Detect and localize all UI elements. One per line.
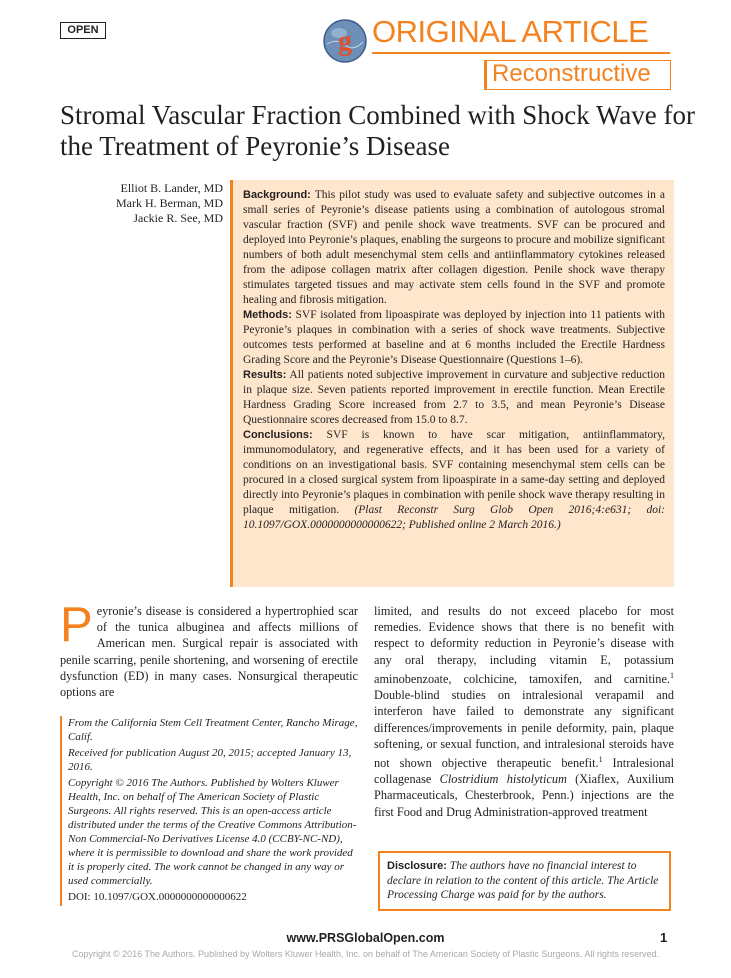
author-name: Mark H. Berman, MD [116,196,223,210]
drop-cap: P [60,598,93,652]
received-dates: Received for publication August 20, 2015; accepted January 13, 2016. [68,747,352,773]
footer-copyright: Copyright © 2016 The Authors. Published by Wolters Kluwer Health, Inc. on behalf of The American Society of Plastic Surgeons. All rights reserved. [72,949,659,959]
svg-text:g: g [338,26,352,57]
body-column-right [374,603,674,820]
body-text: limited, and results do not exceed placebo for most remedies. Evidence shows that there is no benefit with respect to deformity reduction in Peyronie’s disease with any oral therapy, including vitamin E, potassium aminobenzoate, colchicine, tamoxifen, and carnitine. [374,604,674,686]
abstract-methods [243,308,665,368]
body-text: (Xiaflex, Auxilium Pharmaceuticals, Chesterbrook, Penn.) injections are the first Food and Drug Administration-approved treatment [374,772,674,819]
disclosure-box [378,851,671,911]
reference-superscript[interactable]: 1 [670,670,674,680]
globe-g-logo-icon [322,18,368,64]
reference-superscript[interactable]: 1 [598,754,603,764]
species-name: Clostridium histolyticum [439,772,567,787]
methods-label: Methods: [243,309,292,321]
header-rule [372,52,670,54]
open-access-badge: OPEN [60,22,106,39]
article-title: Stromal Vascular Fraction Combined with Shock Wave for the Treatment of Peyronie’s Disease [60,100,695,161]
intro-text: eyronie’s disease is considered a hypertrophied scar of the tunica albuginea and affects millions of American men. Surgical repair is associated with penile scarring, penile shortening, and worsening of erectile dysfunction (ED) in many cases. Nonsurgical therapeutic options are [60,604,358,700]
methods-text: SVF isolated from lipoaspirate was deployed by injection into 11 patients with Peyronie’s plaques in combination with a series of shock wave treatments. Subjective outcomes tests performed at baseline and at 6 months included the Erectile Hardness Grading Score and the Peyronie’s Disease Questionnaire (Questions 1–6). [243,309,665,366]
body-column-left [60,598,358,700]
results-label: Results: [243,369,287,381]
intro-paragraph [60,598,358,700]
disclosure-label: Disclosure: [387,860,447,872]
background-text: This pilot study was used to evaluate safety and subjective outcomes in a small series of Peyronie’s disease patients using a combination of autologous stromal vascular fraction (SVF) and penile shock wave treatments. SVF can be procured and deployed into Peyronie’s plaques, enabling the surgeons to procure and mobilize significant numbers of both adult mesenchymal stem cells and antiinflammatory cytokines released from the adipose collagen matrix after collagen digestion. Penile shock wave therapy stimulates targeted tissues and may activate stem cells found in the SVF and promote healing and fibrosis mitigation. [243,189,666,306]
body-text: Intralesional collagenase [374,756,674,787]
conclusions-text: SVF is known to have scar mitigation, antiinflammatory, immunomodulatory, and regenerative effects, and it has been used for a variety of conditions on an investigational basis. SVF containing mesenchymal stem cells can be procured in a closed surgical system from lipoaspirate in a same-day setting and deployed directly into Peyronie’s plaques in combination with penile shock wave therapy resulting in plaque mitigation. [243,429,665,516]
abstract-results [243,368,665,428]
author-name: Elliot B. Lander, MD [120,181,223,195]
citation: (Plast Reconstr Surg Glob Open 2016;4:e631; doi: 10.1097/GOX.0000000000000622; Published online 2 March 2016.) [243,504,665,531]
affiliation-box [60,716,358,906]
section-label: Reconstructive [492,60,651,87]
journal-url-link[interactable]: www.PRSGlobalOpen.com [286,931,445,945]
abstract-box [230,180,674,587]
author-name: Jackie R. See, MD [133,211,223,225]
abstract-conclusions [243,428,665,533]
affiliation-from: From the California Stem Cell Treatment Center, Rancho Mirage, Calif. [68,717,358,743]
doi[interactable]: DOI: 10.1097/GOX.0000000000000622 [68,891,247,903]
conclusions-label: Conclusions: [243,429,313,441]
disclosure-text: The authors have no financial interest to declare in relation to the content of this article. The Article Processing Charge was paid for by the authors. [387,860,659,901]
author-list [60,181,223,226]
page-number: 1 [660,930,668,945]
body-paragraph [374,603,674,820]
article-type-label: ORIGINAL ARTICLE [372,14,649,49]
abstract-background [243,188,665,308]
results-text: All patients noted subjective improvement in curvature and subjective reduction in plaque size. Seven patients reported improvement in erectile function. Mean Erectile Hardness Grading Score increased from 2.7 to 3.5, and mean Peyronie’s Disease Questionnaire scores decreased from 15.0 to 8.7. [243,369,665,426]
background-label: Background: [243,189,311,201]
body-text: Double-blind studies on intralesional verapamil and interferon have failed to demonstrate any significant differences/improvements in penile deformity, pain, plaque softening, or sexual function, and intralesional steroids have not shown objective therapeutic benefit. [374,688,674,771]
copyright-notice: Copyright © 2016 The Authors. Published by Wolters Kluwer Health, Inc. on behalf of The American Society of Plastic Surgeons. All rights reserved. This is an open-access article distributed under the terms of the Creative Commons Attribution-Non Commercial-No Derivatives License 4.0 (CCBY-NC-ND), where it is permissible to download and share the work provided it is properly cited. The work cannot be changed in any way or used commercially. [68,777,357,887]
